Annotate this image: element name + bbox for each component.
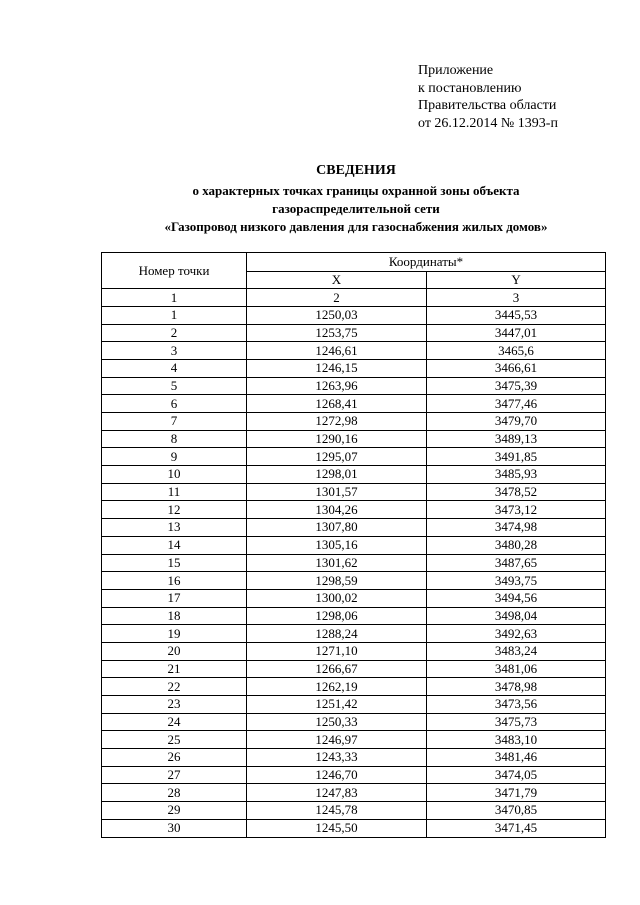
- point-number-cell: 29: [102, 802, 247, 820]
- point-number-cell: 4: [102, 359, 247, 377]
- column-index-2: 2: [247, 289, 427, 307]
- y-coordinate-cell: 3485,93: [427, 466, 606, 484]
- y-coordinate-cell: 3479,70: [427, 413, 606, 431]
- table-row: [102, 554, 606, 572]
- table-row: [102, 448, 606, 466]
- x-coordinate-cell: 1305,16: [247, 536, 427, 554]
- y-coordinate-cell: 3471,45: [427, 819, 606, 837]
- table-row: [102, 784, 606, 802]
- table-row: [102, 607, 606, 625]
- x-coordinate-cell: 1243,33: [247, 749, 427, 767]
- table-row: [102, 625, 606, 643]
- table-row: [102, 713, 606, 731]
- header-x: X: [247, 271, 427, 289]
- point-number-cell: 2: [102, 324, 247, 342]
- y-coordinate-cell: 3475,39: [427, 377, 606, 395]
- table-row: [102, 731, 606, 749]
- document-subtitle-line-3: «Газопровод низкого давления для газоснабжения жилых домов»: [164, 219, 548, 234]
- point-number-cell: 23: [102, 696, 247, 714]
- x-coordinate-cell: 1246,15: [247, 359, 427, 377]
- point-number-cell: 8: [102, 430, 247, 448]
- point-number-cell: 27: [102, 766, 247, 784]
- table-row: [102, 766, 606, 784]
- column-index-3: 3: [427, 289, 606, 307]
- x-coordinate-cell: 1247,83: [247, 784, 427, 802]
- y-coordinate-cell: 3466,61: [427, 359, 606, 377]
- point-number-cell: 13: [102, 519, 247, 537]
- y-coordinate-cell: 3483,24: [427, 642, 606, 660]
- table-row: [102, 660, 606, 678]
- x-coordinate-cell: 1266,67: [247, 660, 427, 678]
- table-row: [102, 342, 606, 360]
- x-coordinate-cell: 1268,41: [247, 395, 427, 413]
- table-row: [102, 413, 606, 431]
- y-coordinate-cell: 3445,53: [427, 306, 606, 324]
- point-number-cell: 22: [102, 678, 247, 696]
- y-coordinate-cell: 3480,28: [427, 536, 606, 554]
- y-coordinate-cell: 3491,85: [427, 448, 606, 466]
- y-coordinate-cell: 3478,98: [427, 678, 606, 696]
- y-coordinate-cell: 3474,05: [427, 766, 606, 784]
- y-coordinate-cell: 3475,73: [427, 713, 606, 731]
- table-row: [102, 306, 606, 324]
- y-coordinate-cell: 3447,01: [427, 324, 606, 342]
- x-coordinate-cell: 1298,59: [247, 572, 427, 590]
- point-number-cell: 10: [102, 466, 247, 484]
- appendix-line-2: к постановлению: [418, 80, 522, 96]
- table-row: [102, 466, 606, 484]
- point-number-cell: 20: [102, 642, 247, 660]
- y-coordinate-cell: 3478,52: [427, 483, 606, 501]
- x-coordinate-cell: 1298,06: [247, 607, 427, 625]
- x-coordinate-cell: 1272,98: [247, 413, 427, 431]
- point-number-cell: 30: [102, 819, 247, 837]
- x-coordinate-cell: 1253,75: [247, 324, 427, 342]
- table-row: [102, 696, 606, 714]
- y-coordinate-cell: 3473,56: [427, 696, 606, 714]
- point-number-cell: 11: [102, 483, 247, 501]
- y-coordinate-cell: 3487,65: [427, 554, 606, 572]
- x-coordinate-cell: 1250,03: [247, 306, 427, 324]
- header-point-number: Номер точки: [102, 253, 247, 289]
- table-row: [102, 483, 606, 501]
- x-coordinate-cell: 1290,16: [247, 430, 427, 448]
- y-coordinate-cell: 3498,04: [427, 607, 606, 625]
- table-row: [102, 377, 606, 395]
- y-coordinate-cell: 3492,63: [427, 625, 606, 643]
- table-row: [102, 395, 606, 413]
- x-coordinate-cell: 1301,62: [247, 554, 427, 572]
- appendix-line-3: Правительства области: [418, 98, 557, 113]
- document-subtitle-line-2: газораспределительной сети: [272, 201, 440, 216]
- appendix-line-4: от 26.12.2014 № 1393-п: [418, 115, 558, 131]
- x-coordinate-cell: 1271,10: [247, 642, 427, 660]
- table-row: [102, 324, 606, 342]
- y-coordinate-cell: 3471,79: [427, 784, 606, 802]
- x-coordinate-cell: 1246,97: [247, 731, 427, 749]
- table-row: [102, 678, 606, 696]
- y-coordinate-cell: 3481,06: [427, 660, 606, 678]
- point-number-cell: 19: [102, 625, 247, 643]
- table-row: [102, 536, 606, 554]
- x-coordinate-cell: 1301,57: [247, 483, 427, 501]
- coordinates-table: [101, 252, 606, 838]
- x-coordinate-cell: 1263,96: [247, 377, 427, 395]
- x-coordinate-cell: 1246,61: [247, 342, 427, 360]
- header-coordinates: Координаты*: [247, 253, 606, 272]
- header-y: Y: [427, 271, 606, 289]
- y-coordinate-cell: 3483,10: [427, 731, 606, 749]
- x-coordinate-cell: 1250,33: [247, 713, 427, 731]
- x-coordinate-cell: 1295,07: [247, 448, 427, 466]
- table-row: [102, 802, 606, 820]
- point-number-cell: 28: [102, 784, 247, 802]
- point-number-cell: 25: [102, 731, 247, 749]
- x-coordinate-cell: 1251,42: [247, 696, 427, 714]
- point-number-cell: 12: [102, 501, 247, 519]
- y-coordinate-cell: 3473,12: [427, 501, 606, 519]
- table-row: [102, 749, 606, 767]
- point-number-cell: 6: [102, 395, 247, 413]
- x-coordinate-cell: 1262,19: [247, 678, 427, 696]
- point-number-cell: 7: [102, 413, 247, 431]
- x-coordinate-cell: 1245,50: [247, 819, 427, 837]
- x-coordinate-cell: 1245,78: [247, 802, 427, 820]
- point-number-cell: 16: [102, 572, 247, 590]
- table-row: [102, 501, 606, 519]
- appendix-line-1: Приложение: [418, 63, 494, 78]
- point-number-cell: 17: [102, 589, 247, 607]
- y-coordinate-cell: 3481,46: [427, 749, 606, 767]
- point-number-cell: 15: [102, 554, 247, 572]
- y-coordinate-cell: 3494,56: [427, 589, 606, 607]
- y-coordinate-cell: 3489,13: [427, 430, 606, 448]
- table-row: [102, 430, 606, 448]
- table-row: [102, 572, 606, 590]
- table-row: [102, 359, 606, 377]
- coordinates-table-body: [102, 306, 606, 837]
- table-row: [102, 819, 606, 837]
- y-coordinate-cell: 3470,85: [427, 802, 606, 820]
- y-coordinate-cell: 3474,98: [427, 519, 606, 537]
- x-coordinate-cell: 1298,01: [247, 466, 427, 484]
- y-coordinate-cell: 3477,46: [427, 395, 606, 413]
- x-coordinate-cell: 1304,26: [247, 501, 427, 519]
- point-number-cell: 26: [102, 749, 247, 767]
- point-number-cell: 3: [102, 342, 247, 360]
- x-coordinate-cell: 1300,02: [247, 589, 427, 607]
- point-number-cell: 24: [102, 713, 247, 731]
- point-number-cell: 14: [102, 536, 247, 554]
- y-coordinate-cell: 3465,6: [427, 342, 606, 360]
- point-number-cell: 9: [102, 448, 247, 466]
- table-row: [102, 589, 606, 607]
- x-coordinate-cell: 1307,80: [247, 519, 427, 537]
- document-title: СВЕДЕНИЯ: [316, 163, 396, 178]
- point-number-cell: 18: [102, 607, 247, 625]
- point-number-cell: 1: [102, 306, 247, 324]
- point-number-cell: 21: [102, 660, 247, 678]
- y-coordinate-cell: 3493,75: [427, 572, 606, 590]
- x-coordinate-cell: 1246,70: [247, 766, 427, 784]
- document-subtitle-line-1: о характерных точках границы охранной зоны объекта: [192, 183, 520, 198]
- point-number-cell: 5: [102, 377, 247, 395]
- table-row: [102, 642, 606, 660]
- appendix-reference: [418, 62, 558, 132]
- column-index-1: 1: [102, 289, 247, 307]
- x-coordinate-cell: 1288,24: [247, 625, 427, 643]
- table-row: [102, 519, 606, 537]
